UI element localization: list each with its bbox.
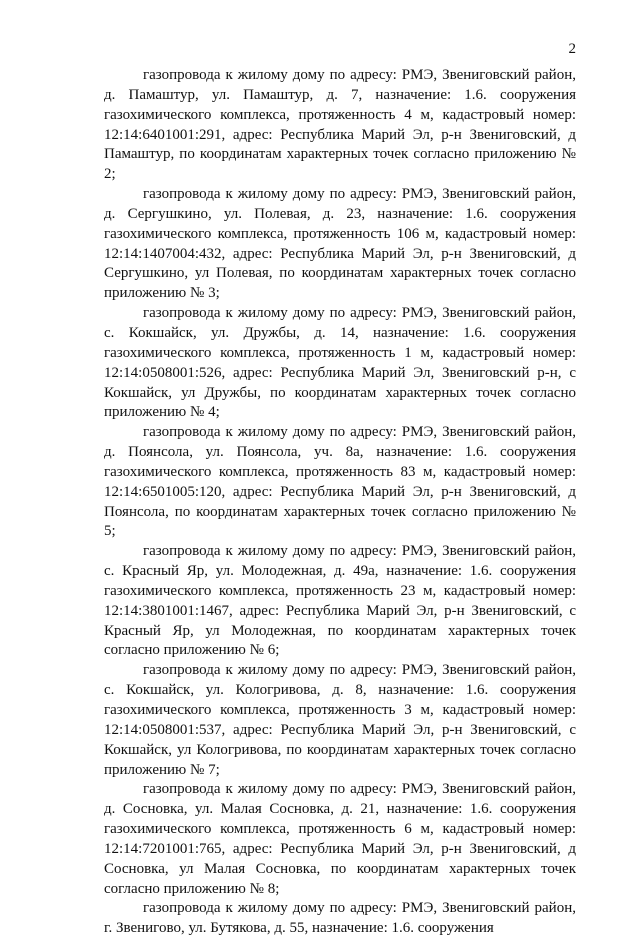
paragraph-zvenigovo: газопровода к жилому дому по адресу: РМЭ, Звениговский район, г. Звенигово, ул. Бутякова, д. 55, назначение: 1.6. сооружения [104, 900, 576, 937]
paragraph-krasny-yar: газопровода к жилому дому по адресу: РМЭ, Звениговский район, с. Красный Яр, ул. Молодежная, д. 49а, назначение: 1.6. сооружения газохимического комплекса, протяженность 23 м, кадастровый номер: 12:14:3801001:1467, адрес: Республика Марий Эл, р-н Звениговский, с Красный Яр, ул Молодежная, по координатам характерных точек согласно приложению № 6; [104, 543, 576, 659]
document-body [104, 66, 576, 939]
paragraph-pamashtur: газопровода к жилому дому по адресу: РМЭ, Звениговский район, д. Памаштур, ул. Памаштур, д. 7, назначение: 1.6. сооружения газохимического комплекса, протяженность 4 м, кадастровый номер: 12:14:6401001:291, адрес: Республика Марий Эл, р-н Звениговский, д Памаштур, по координатам характерных точек согласно приложению № 2; [104, 67, 576, 183]
paragraph-kokshaisk-kologrivova: газопровода к жилому дому по адресу: РМЭ, Звениговский район, с. Кокшайск, ул. Кологривова, д. 8, назначение: 1.6. сооружения газохимического комплекса, протяженность 3 м, кадастровый номер: 12:14:0508001:537, адрес: Республика Марий Эл, р-н Звениговский, с Кокшайск, ул Кологривова, по координатам характерных точек согласно приложению № 7; [104, 662, 576, 778]
paragraph-kokshaisk-druzhby: газопровода к жилому дому по адресу: РМЭ, Звениговский район, с. Кокшайск, ул. Дружбы, д. 14, назначение: 1.6. сооружения газохимического комплекса, протяженность 1 м, кадастровый номер: 12:14:0508001:526, адрес: Республика Марий Эл, Звениговский р-н, с Кокшайск, ул Дружбы, по координатам характерных точек согласно приложению № 4; [104, 305, 576, 421]
paragraph-sosnovka: газопровода к жилому дому по адресу: РМЭ, Звениговский район, д. Сосновка, ул. Малая Сосновка, д. 21, назначение: 1.6. сооружения газохимического комплекса, протяженность 6 м, кадастровый номер: 12:14:7201001:765, адрес: Республика Марий Эл, р-н Звениговский, д Сосновка, ул Малая Сосновка, по координатам характерных точек согласно приложению № 8; [104, 781, 576, 897]
paragraph-poyansola: газопровода к жилому дому по адресу: РМЭ, Звениговский район, д. Поянсола, ул. Поянсола, уч. 8а, назначение: 1.6. сооружения газохимического комплекса, протяженность 83 м, кадастровый номер: 12:14:6501005:120, адрес: Республика Марий Эл, р-н Звениговский, д Поянсола, по координатам характерных точек согласно приложению № 5; [104, 424, 576, 540]
page-number: 2 [568, 41, 576, 57]
paragraph-sergushkino: газопровода к жилому дому по адресу: РМЭ, Звениговский район, д. Сергушкино, ул. Полевая, д. 23, назначение: 1.6. сооружения газохимического комплекса, протяженность 106 м, кадастровый номер: 12:14:1407004:432, адрес: Республика Марий Эл, р-н Звениговский, д Сергушкино, ул Полевая, по координатам характерных точек согласно приложению № 3; [104, 186, 576, 302]
